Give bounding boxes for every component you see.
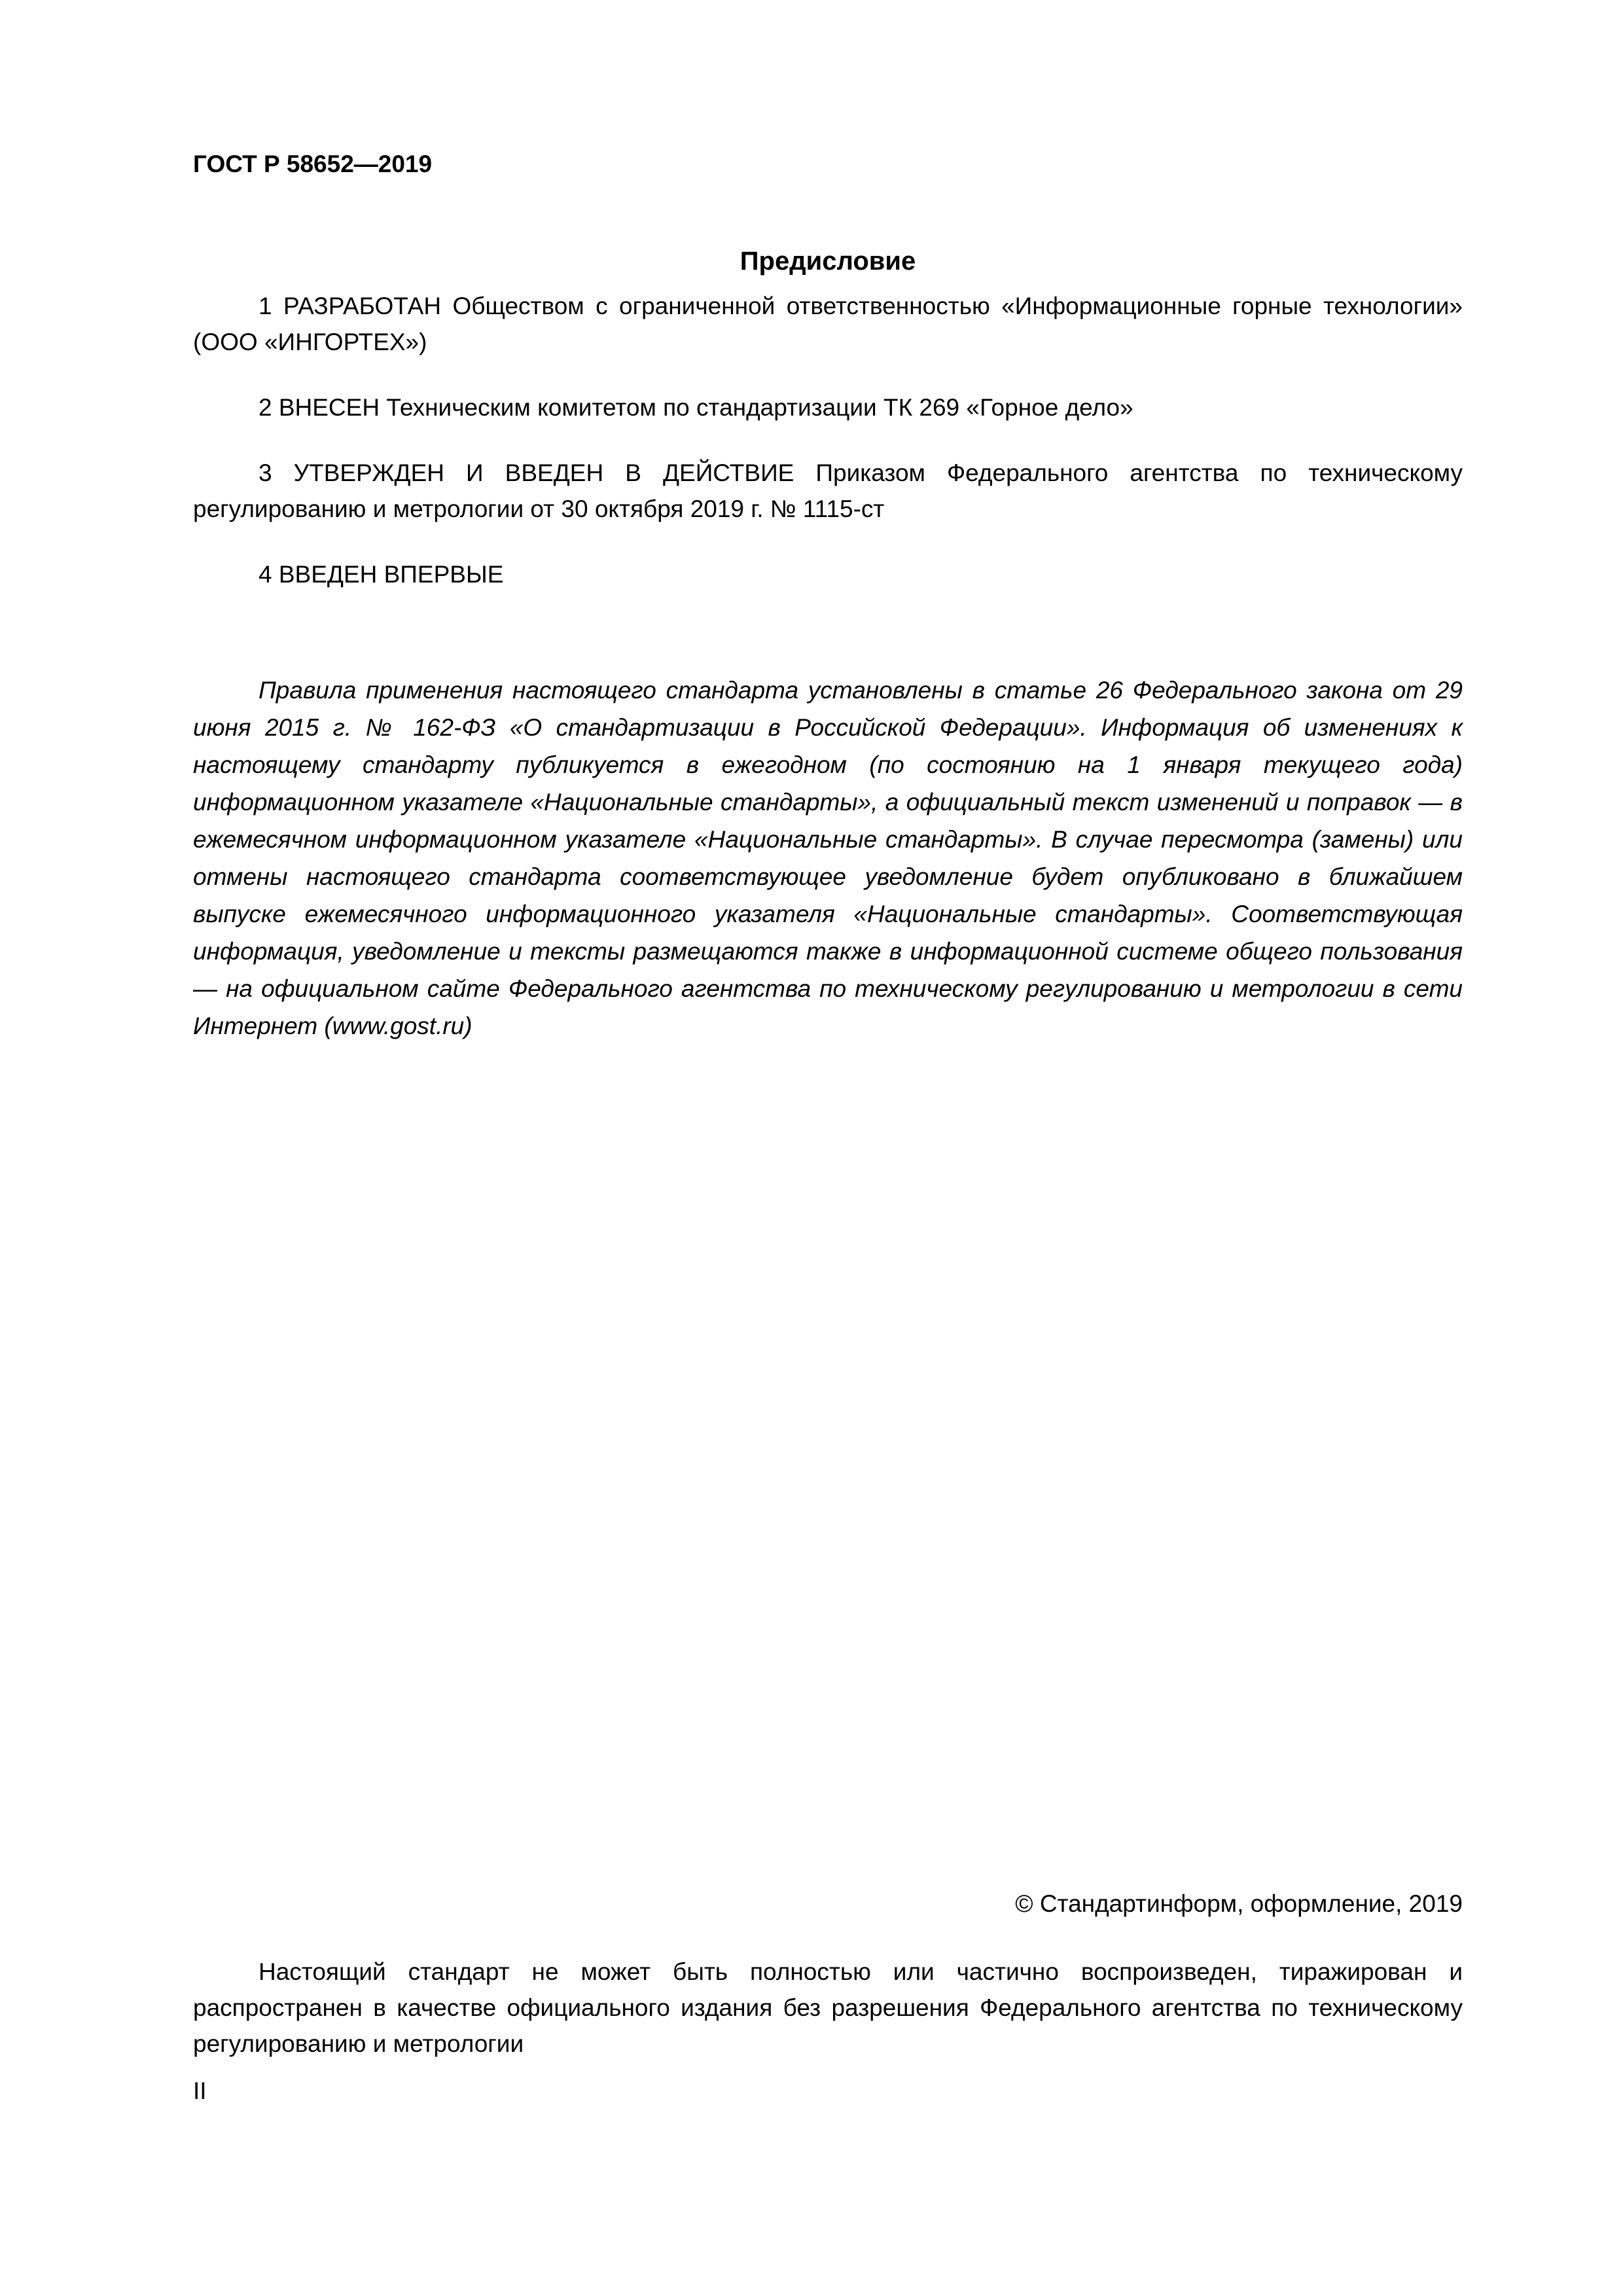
document-code: ГОСТ Р 58652—2019 [193,151,433,177]
section-title: Предисловие [740,246,916,276]
copyright-line: © Стандартинформ, оформление, 2019 [1015,1890,1463,1917]
reproduction-notice-text: Настоящий стандарт не может быть полностью или частично воспроизведен, тиражирован и распространен в качестве официального издания без разрешения Федерального агентства по техническому регулированию и метрологии [193,1958,1463,2057]
page-number: II [193,2077,207,2104]
foreword-item-3: 3 УТВЕРЖДЕН И ВВЕДЕН В ДЕЙСТВИЕ Приказом Федерального агентства по техническому регулированию и метрологии от 30 октября 2019 г. № 1115-ст [193,459,1463,522]
foreword-item-1: 1 РАЗРАБОТАН Обществом с ограниченной ответственностью «Информационные горные технологии» (ООО «ИНГОРТЕХ») [193,293,1463,355]
application-rules-notice [193,672,1463,1045]
application-rules-text: Правила применения настоящего стандарта установлены в статье 26 Федерального закона от 29 июня 2015 г. № 162-ФЗ «О стандартизации в Российской Федерации». Информация об изменениях к настоящему стандарту публикуется в ежегодном (по состоянию на 1 января текущего года) информационном указателе «Национальные стандарты», а официальный текст изменений и поправок — в ежемесячном информационном указателе «Национальные стандарты». В случае пересмотра (замены) или отмены настоящего стандарта соответствующее уведомление будет опубликовано в ближайшем выпуске ежемесячного информационного указателя «Национальные стандарты». Соответствующая информация, уведомление и тексты размещаются также в информационной системе общего пользования — на официальном сайте Федерального агентства по техническому регулированию и метрологии в сети Интернет (www.gost.ru) [193,677,1463,1039]
foreword-item-4: 4 ВВЕДЕН ВПЕРВЫЕ [259,561,504,588]
reproduction-notice [193,1954,1463,2062]
foreword-section [193,288,1463,622]
foreword-item-2: 2 ВНЕСЕН Техническим комитетом по стандартизации ТК 269 «Горное дело» [259,394,1133,421]
